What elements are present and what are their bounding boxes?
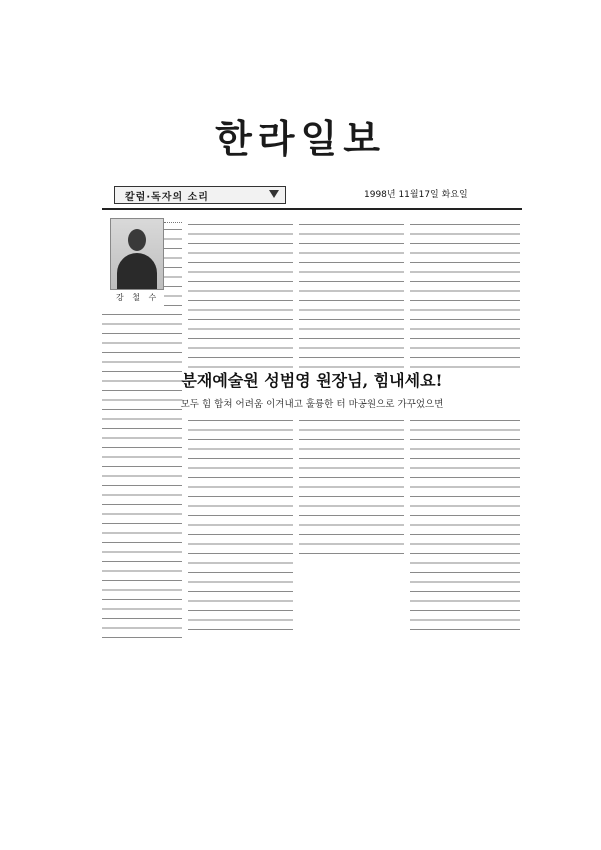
article-body-column <box>410 218 520 368</box>
article-body-column <box>410 414 520 630</box>
section-label: 칼럼·독자의 소리 <box>125 192 209 203</box>
newspaper-masthead: 한라일보 <box>215 117 386 161</box>
article-headline: 분재예술원 성범영 원장님, 힘내세요! <box>181 371 443 390</box>
section-header <box>114 186 286 204</box>
newspaper-clipping <box>102 178 522 630</box>
author-photo <box>110 218 164 290</box>
article-subheadline: 모두 힘 합쳐 어려움 이겨내고 훌륭한 터 마공원으로 가꾸었으면 <box>180 399 444 410</box>
article-body-column <box>299 414 404 554</box>
publication-date: 1998년 11월17일 화요일 <box>364 190 468 200</box>
header-rule <box>102 208 522 210</box>
article-body-column <box>188 218 293 368</box>
author-name: 강 철 수 <box>116 293 160 302</box>
triangle-icon <box>269 190 279 198</box>
article-body-column <box>102 308 182 638</box>
article-body-column <box>299 218 404 368</box>
article-body-column <box>188 414 293 630</box>
